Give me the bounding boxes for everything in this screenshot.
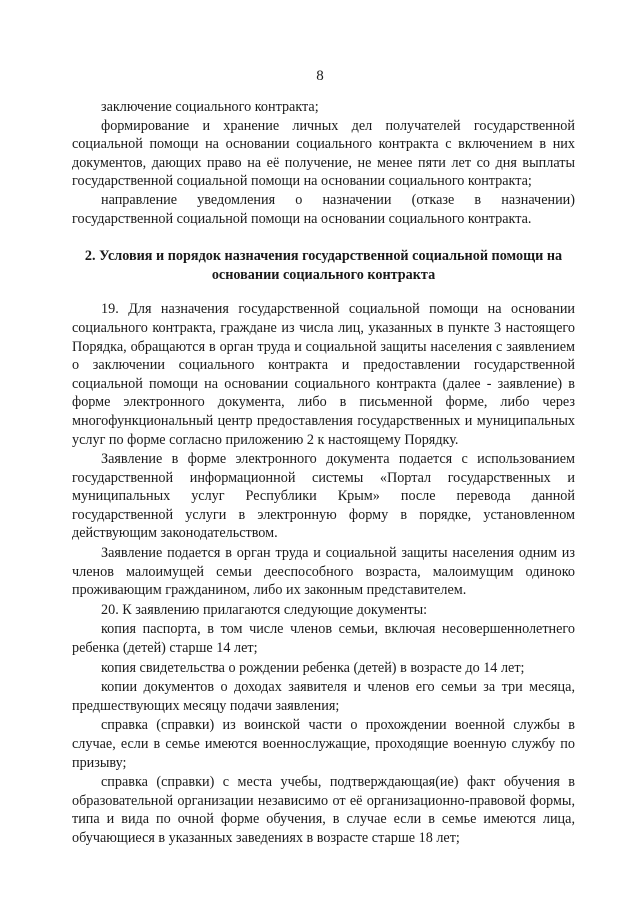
paragraph: 19. Для назначения государственной социальной помощи на основании социального контракта, граждане из числа лиц, указанных в пункте 3 настоящего Порядка, обращаются в орган труда и социальной защиты населения с заявлением о заключении социального контракта и предоставлении государственной социальной помощи на основании социального контракта (далее - заявление) в форме электронного документа, либо в письменной форме, либо через многофункциональный центр предоставления государственных и муниципальных услуг по форме согласно приложению 2 к настоящему Порядку. bbox=[72, 301, 575, 448]
paragraph: формирование и хранение личных дел получателей государственной социальной помощи на основании социального контракта с включением в них документов, дающих право на её получение, не менее пяти лет со дня выплаты государственной социальной помощи на основании социального контракта; bbox=[72, 117, 575, 190]
document-body bbox=[72, 98, 575, 849]
paragraph: заключение социального контракта; bbox=[101, 99, 319, 115]
paragraph: справка (справки) с места учебы, подтверждающая(ие) факт обучения в образовательной организации независимо от её организационно-правовой формы, типа и вида по очной форме обучения, в случае если в семье имеются лица, обучающиеся в указанных заведениях в возрасте старше 18 лет; bbox=[72, 774, 575, 846]
paragraph: копии документов о доходах заявителя и членов его семьи за три месяца, предшествующих месяцу подачи заявления; bbox=[72, 679, 575, 714]
paragraph: справка (справки) из воинской части о прохождении военной службы в случае, если в семье имеются военнослужащие, проходящие военную службу по призыву; bbox=[72, 717, 575, 771]
section-heading: 2. Условия и порядок назначения государственной социальной помощи на основании социального контракта bbox=[84, 248, 563, 283]
paragraph: направление уведомления о назначении (отказе в назначении) государственной социальной помощи на основании социального контракта. bbox=[72, 191, 575, 227]
paragraph: копия паспорта, в том числе членов семьи, включая несовершеннолетнего ребенка (детей) старше 14 лет; bbox=[72, 621, 575, 657]
paragraph: 20. К заявлению прилагаются следующие документы: bbox=[101, 601, 428, 618]
section-2 bbox=[72, 300, 575, 847]
section-1 bbox=[72, 98, 575, 228]
page-number: 8 bbox=[316, 68, 324, 84]
paragraph: Заявление в форме электронного документа подается с использованием государственной информационной системы «Портал государственных и муниципальных услуг Республики Крым» после перевода данной государственной услуги в электронную форму в порядке, установленном действующим законодательством. bbox=[72, 451, 575, 542]
paragraph: Заявление подается в орган труда и социальной защиты населения одним из членов малоимущей семьи дееспособного возраста, малоимущим одиноко проживающим гражданином, либо их законным представителем. bbox=[72, 545, 575, 599]
paragraph: копия свидетельства о рождении ребенка (детей) в возрасте до 14 лет; bbox=[101, 659, 525, 676]
